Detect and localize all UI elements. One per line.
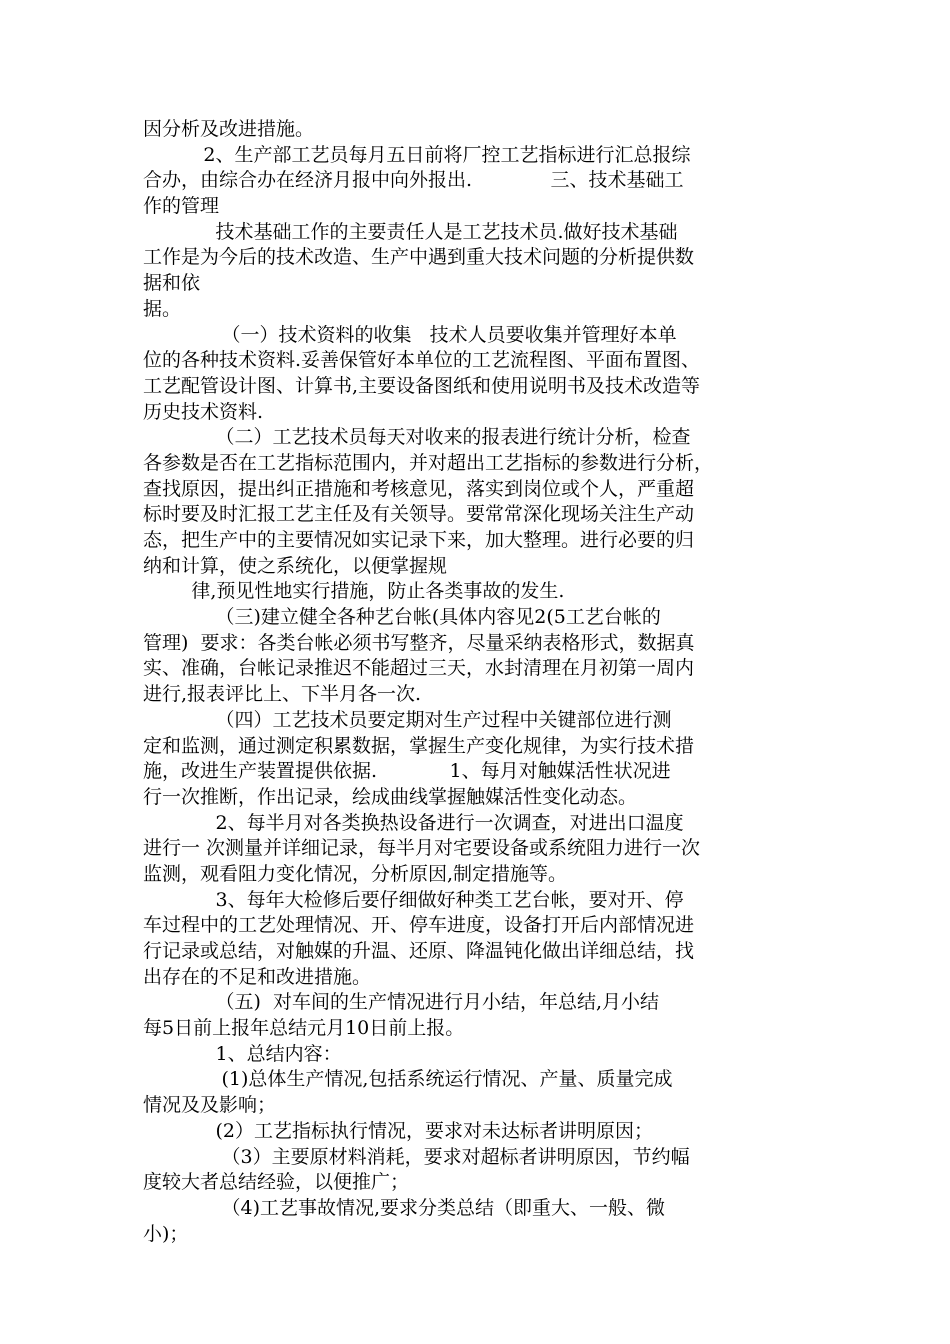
text-line: 每5日前上报年总结元月10日前上报。 xyxy=(143,1017,465,1040)
text-line: 纳和计算，使之系统化，以便掌握规 xyxy=(143,554,448,577)
text-line: （3）主要原材料消耗，要求对超标者讲明原因，节约幅 xyxy=(143,1145,690,1168)
text-line: 定和监测，通过测定积累数据，掌握生产变化规律，为实行技术措 xyxy=(143,734,695,757)
document-body xyxy=(143,117,813,1247)
text-line: 2、生产部工艺员每月五日前将厂控工艺指标进行汇总报综 xyxy=(143,143,691,166)
text-line: 管理) 要求：各类台帐必须书写整齐，尽量采纳表格形式，数据真 xyxy=(143,631,695,654)
text-line: 各参数是否在工艺指标范围内，并对超出工艺指标的参数进行分析， xyxy=(143,451,714,474)
text-line: 据和依 xyxy=(143,272,201,295)
text-line: 工艺配管设计图、计算书,主要设备图纸和使用说明书及技术改造等 xyxy=(143,374,701,397)
text-line: 出存在的不足和改进措施。 xyxy=(143,965,372,988)
text-line: 情况及及影响； xyxy=(143,1094,277,1117)
text-line: 作的管理 xyxy=(143,195,220,218)
text-line: 1、总结内容： xyxy=(143,1042,342,1065)
text-line: 技术基础工作的主要责任人是工艺技术员.做好技术基础 xyxy=(143,220,678,243)
text-line: (2）工艺指标执行情况，要求对未达标者讲明原因； xyxy=(143,1119,653,1142)
text-line: 因分析及改进措施。 xyxy=(143,118,315,140)
text-line: 行一次推断，作出记录，绘成曲线掌握触媒活性变化动态。 xyxy=(143,785,638,808)
text-line: （二）工艺技术员每天对收来的报表进行统计分析，检查 xyxy=(143,426,691,449)
text-line: 查找原因，提出纠正措施和考核意见，落实到岗位或个人，严重超 xyxy=(143,477,695,500)
text-line: （四）工艺技术员要定期对生产过程中关键部位进行测 xyxy=(143,708,672,731)
text-line: 历史技术资料. xyxy=(143,400,264,423)
text-line: 度较大者总结经验，以便推广； xyxy=(143,1171,410,1194)
text-line: （4)工艺事故情况,要求分类总结（即重大、一般、微 xyxy=(143,1196,666,1219)
text-line: 进行一 次测量并详细记录，每半月对宅要设备或系统阻力进行一次 xyxy=(143,837,701,860)
text-line: 行记录或总结，对触媒的升温、还原、降温钝化做出详细总结，找 xyxy=(143,940,695,962)
text-line: （五) 对车间的生产情况进行月小结，年总结,月小结 xyxy=(143,991,660,1014)
text-line: 工作是为今后的技术改造、生产中遇到重大技术问题的分析提供数 xyxy=(143,246,695,269)
text-line: 车过程中的工艺处理情况、开、停车进度，设备打开后内部情况进 xyxy=(143,914,695,937)
text-line: 进行,报表评比上、下半月各一次. xyxy=(143,683,422,706)
text-line: 据。 xyxy=(143,297,182,320)
text-line: 态，把生产中的主要情况如实记录下来，加大整理。进行必要的归 xyxy=(143,529,695,551)
text-line: （三)建立健全各种艺台帐(具体内容见2(5工艺台帐的 xyxy=(143,606,661,629)
text-line: 监测，观看阻力变化情况，分析原因,制定措施等。 xyxy=(143,862,568,885)
text-line: 律,预见性地实行措施，防止各类事故的发生. xyxy=(143,580,565,603)
text-line: 合办，由综合办在经济月报中向外报出. 三、技术基础工 xyxy=(143,169,684,192)
text-line: (1)总体生产情况,包括系统运行情况、产量、质量完成 xyxy=(143,1068,673,1091)
text-line: 3、每年大检修后要仔细做好种类工艺台帐，要对开、停 xyxy=(143,888,684,911)
text-line: 2、每半月对各类换热设备进行一次调查，对进出口温度 xyxy=(143,811,684,834)
text-line: 施，改进生产装置提供依据. 1、每月对触媒活性状况进 xyxy=(143,760,671,783)
text-line: 标时要及时汇报工艺主任及有关领导。要常常深化现场关注生产动 xyxy=(143,503,695,526)
text-line: 小)； xyxy=(143,1222,189,1245)
text-line: 位的各种技术资料.妥善保管好本单位的工艺流程图、平面布置图、 xyxy=(143,349,701,372)
text-line: （一）技术资料的收集 技术人员要收集并管理好本单 xyxy=(143,323,677,346)
text-line: 实、准确，台帐记录推迟不能超过三天，水封清理在月初第一周内 xyxy=(143,657,695,680)
